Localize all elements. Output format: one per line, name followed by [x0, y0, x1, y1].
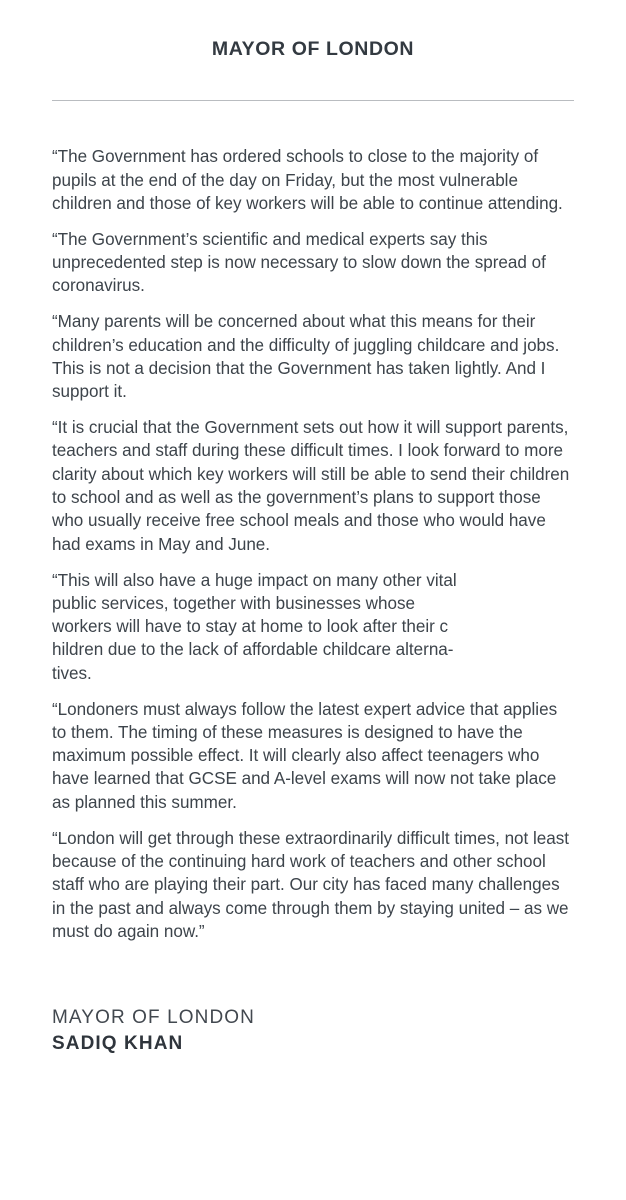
statement-line: tives.	[52, 663, 92, 683]
statement-paragraph: “Many parents will be concerned about what this means for their children’s education and the difficulty of juggling childcare and jobs. This is not a decision that the Government has taken lightly. And I support it.	[52, 312, 560, 402]
statement-paragraph: “London will get through these extraordinarily difficult times, not least because of the continuing hard work of teachers and other school staff who are playing their part. Our city has faced many challenges in the past and always come through them by staying united – as we must do again now.”	[52, 828, 570, 941]
statement-line: public services, together with businesses whose	[52, 593, 415, 613]
signature-block	[52, 943, 574, 1107]
signature-role: MAYOR OF LONDON	[52, 1007, 255, 1029]
statement-line: workers will have to stay at home to look after their c	[52, 617, 449, 637]
statement-line: “This will also have a huge impact on many other vital	[52, 570, 457, 590]
statement-paragraph: “Londoners must always follow the latest expert advice that applies to them. The timing of these measures is designed to have the maximum possible effect. It will clearly also affect teenagers who have learned that GCSE and A-level exams will now not take place as planned this summer.	[52, 699, 558, 812]
page-title: MAYOR OF LONDON	[211, 38, 415, 60]
statement-body	[52, 101, 574, 943]
statement-paragraph: “The Government has ordered schools to close to the majority of pupils at the end of the day on Friday, but the most vulnerable children and those of key workers will be able to continue attending.	[52, 147, 563, 213]
statement-paragraph	[52, 569, 574, 685]
statement-line: hildren due to the lack of affordable childcare alterna-	[52, 640, 454, 660]
signature-name: SADIQ KHAN	[52, 1033, 184, 1055]
statement-paragraph: “The Government’s scientific and medical experts say this unprecedented step is now necessary to slow down the spread of coronavirus.	[52, 229, 546, 296]
statement-paragraph: “It is crucial that the Government sets out how it will support parents, teachers and staff during these difficult times. I look forward to more clarity about which key workers will still be able to send their children to school and as well as the government’s plans to support those who usually receive free school meals and those who would have had exams in May and June.	[52, 418, 570, 554]
masthead	[52, 0, 574, 61]
